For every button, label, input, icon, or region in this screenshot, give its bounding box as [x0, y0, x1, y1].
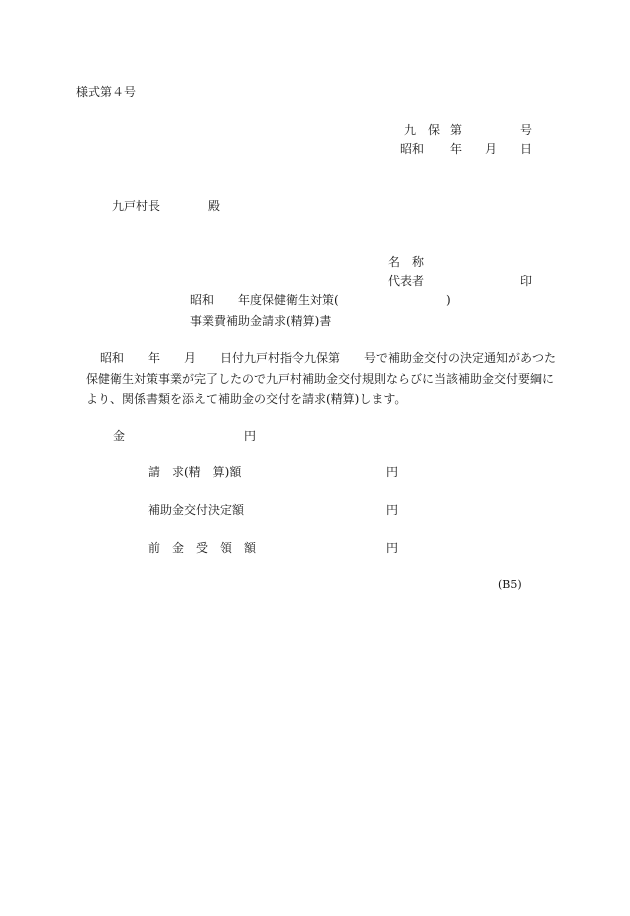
form-number: 様式第４号 [76, 85, 137, 99]
breakdown-label-claim: 請 求(精 算)額 [148, 465, 242, 479]
title-line1: 年度保健衛生対策( [238, 293, 339, 307]
body-line-3: より、関係書類を添えて補助金の交付を請求(精算)します。 [86, 392, 407, 406]
breakdown-unit-claim: 円 [386, 465, 399, 479]
breakdown-label-advance: 前 金 受 領 額 [148, 541, 257, 555]
honorific: 殿 [208, 199, 221, 213]
name-label: 名 称 [388, 255, 425, 269]
breakdown-unit-decision: 円 [386, 503, 399, 517]
addressee: 九戸村長 [112, 199, 161, 213]
paper-size: (B5) [498, 578, 522, 591]
breakdown-unit-advance: 円 [386, 541, 399, 555]
body-line-1: 昭和 年 月 日付九戸村指令九保第 号で補助金交付の決定通知があつた [88, 351, 557, 365]
doc-number-char-3: 第 [450, 123, 463, 137]
representative-label: 代表者 [388, 274, 425, 288]
breakdown-label-decision: 補助金交付決定額 [148, 503, 245, 517]
title-era: 昭和 [190, 293, 215, 307]
title-close-paren: ) [446, 293, 451, 307]
date-month: 月 [485, 142, 498, 156]
doc-number-char-4: 号 [520, 123, 533, 137]
date-era: 昭和 [400, 142, 425, 156]
doc-number-char-2: 保 [428, 123, 441, 137]
body-line-2: 保健衛生対策事業が完了したので九戸村補助金交付規則ならびに当該補助金交付要綱に [86, 372, 555, 386]
doc-number-char-1: 九 [404, 123, 417, 137]
title-line2: 事業費補助金請求(精算)書 [190, 314, 332, 328]
seal-mark: 印 [520, 274, 533, 288]
amount-unit: 円 [244, 429, 257, 443]
date-day: 日 [520, 142, 533, 156]
date-year: 年 [450, 142, 463, 156]
amount-label: 金 [113, 429, 126, 443]
